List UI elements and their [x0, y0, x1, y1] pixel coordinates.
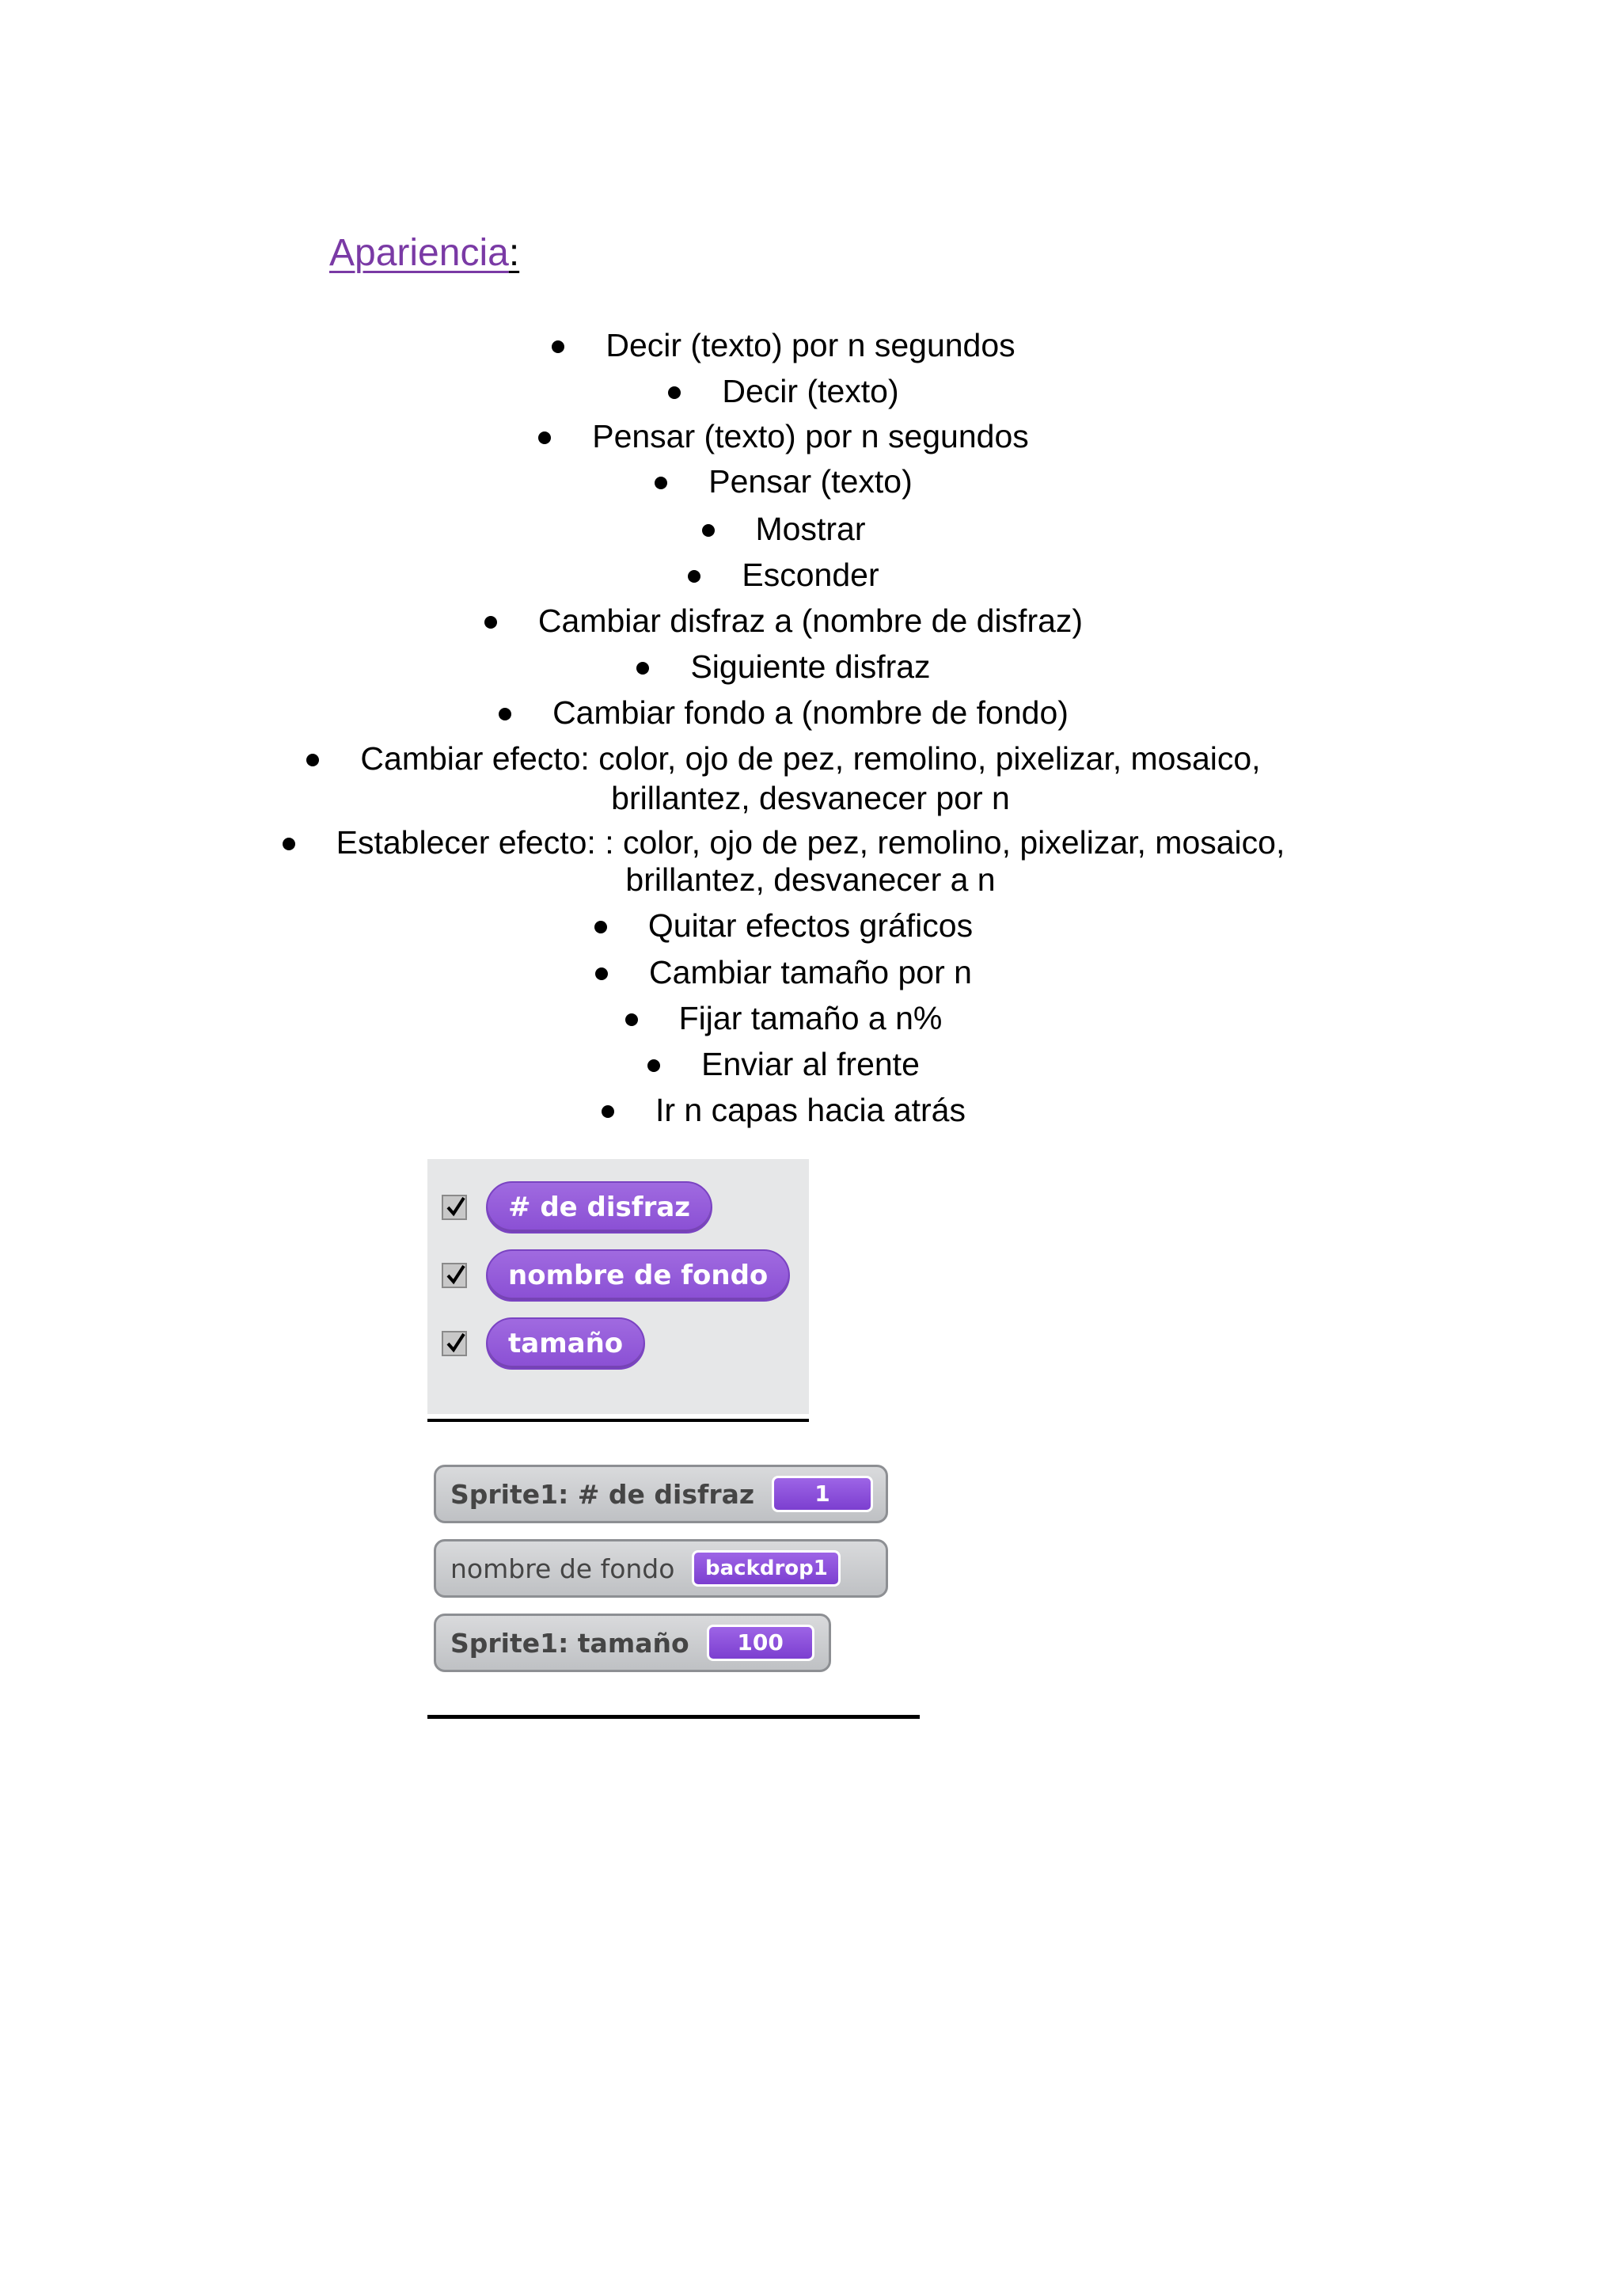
bullet-dot	[688, 570, 700, 583]
list-item-text: brillantez, desvanecer a n	[625, 861, 996, 898]
bullet-dot	[499, 708, 511, 720]
section-heading	[329, 230, 519, 277]
bullet-dot	[655, 477, 667, 489]
stage-monitor-size[interactable]	[434, 1614, 831, 1672]
list-item	[0, 694, 1621, 732]
bullet-dot	[484, 616, 497, 629]
list-item-text: Decir (texto)	[722, 373, 899, 409]
size-reporter[interactable]: tamaño	[486, 1317, 645, 1370]
monitor-label: nombre de fondo	[450, 1553, 675, 1584]
check-icon	[445, 1195, 467, 1218]
list-item	[0, 602, 1621, 640]
list-item-text: Pensar (texto)	[708, 463, 913, 500]
list-item-text: Ir n capas hacia atrás	[655, 1092, 966, 1128]
bullet-dot	[702, 524, 715, 537]
show-monitor-checkbox[interactable]	[442, 1263, 467, 1288]
reporter-row-backdrop-name	[442, 1248, 790, 1303]
show-monitor-checkbox[interactable]	[442, 1195, 467, 1220]
list-item	[0, 462, 1621, 500]
check-icon	[445, 1331, 467, 1355]
divider-line	[427, 1419, 809, 1422]
bullet-dot	[594, 921, 607, 933]
list-item	[0, 907, 1621, 945]
list-item-text: Cambiar tamaño por n	[649, 954, 972, 990]
bullet-dot	[647, 1059, 660, 1072]
list-item-text: Enviar al frente	[701, 1046, 920, 1082]
list-item-continuation	[0, 779, 1621, 817]
bullet-dot	[595, 967, 608, 980]
list-item	[0, 417, 1621, 455]
list-item-text: Cambiar fondo a (nombre de fondo)	[552, 694, 1069, 731]
list-item-text: brillantez, desvanecer por n	[611, 780, 1010, 816]
stage-monitor-costume-number[interactable]	[434, 1465, 888, 1523]
list-item	[0, 739, 1621, 777]
list-item-text: Mostrar	[755, 511, 866, 547]
list-item	[0, 1045, 1621, 1083]
list-item-continuation	[0, 861, 1621, 899]
reporter-row-costume-number	[442, 1180, 712, 1235]
list-item	[0, 372, 1621, 410]
bullet-dot	[625, 1013, 638, 1026]
bullet-dot	[668, 386, 681, 399]
list-item	[0, 510, 1621, 548]
list-item-text: Quitar efectos gráficos	[647, 907, 974, 944]
reporter-row-size	[442, 1316, 645, 1371]
monitor-label: Sprite1: tamaño	[450, 1627, 689, 1659]
list-item-text: Siguiente disfraz	[690, 648, 931, 685]
list-item-text: Establecer efecto: : color, ojo de pez, remolino, pixelizar, mosaico,	[336, 824, 1285, 861]
list-item-text: Pensar (texto) por n segundos	[592, 418, 1029, 454]
bullet-dot	[636, 662, 649, 675]
monitor-value: 1	[772, 1476, 873, 1512]
list-item	[0, 953, 1621, 991]
list-item	[0, 1091, 1621, 1129]
monitor-value: 100	[707, 1625, 814, 1661]
show-monitor-checkbox[interactable]	[442, 1331, 467, 1356]
monitor-value: backdrop1	[692, 1550, 841, 1587]
heading-link[interactable]: Apariencia	[329, 232, 509, 274]
monitor-label: Sprite1: # de disfraz	[450, 1478, 755, 1510]
bullet-dot	[552, 340, 564, 353]
list-item-text: Fijar tamaño a n%	[678, 1000, 943, 1036]
list-item-text: Cambiar efecto: color, ojo de pez, remolino, pixelizar, mosaico,	[360, 740, 1261, 777]
reporter-blocks-panel	[427, 1159, 809, 1414]
list-item	[0, 823, 1621, 861]
list-item-text: Esconder	[742, 557, 879, 593]
backdrop-name-reporter[interactable]: nombre de fondo	[486, 1249, 790, 1302]
list-item-text: Cambiar disfraz a (nombre de disfraz)	[537, 603, 1084, 639]
bullet-dot	[602, 1105, 614, 1118]
divider-line	[427, 1715, 920, 1719]
list-item-text: Decir (texto) por n segundos	[606, 327, 1015, 363]
bullet-dot	[306, 754, 319, 766]
check-icon	[445, 1263, 467, 1287]
bullet-dot	[283, 838, 295, 850]
list-item	[0, 326, 1621, 364]
costume-number-reporter[interactable]: # de disfraz	[486, 1181, 712, 1234]
list-item	[0, 648, 1621, 686]
heading-colon: :	[508, 232, 520, 274]
bullet-dot	[538, 431, 551, 444]
list-item	[0, 556, 1621, 594]
list-item	[0, 999, 1621, 1037]
stage-monitor-backdrop-name[interactable]	[434, 1539, 888, 1598]
